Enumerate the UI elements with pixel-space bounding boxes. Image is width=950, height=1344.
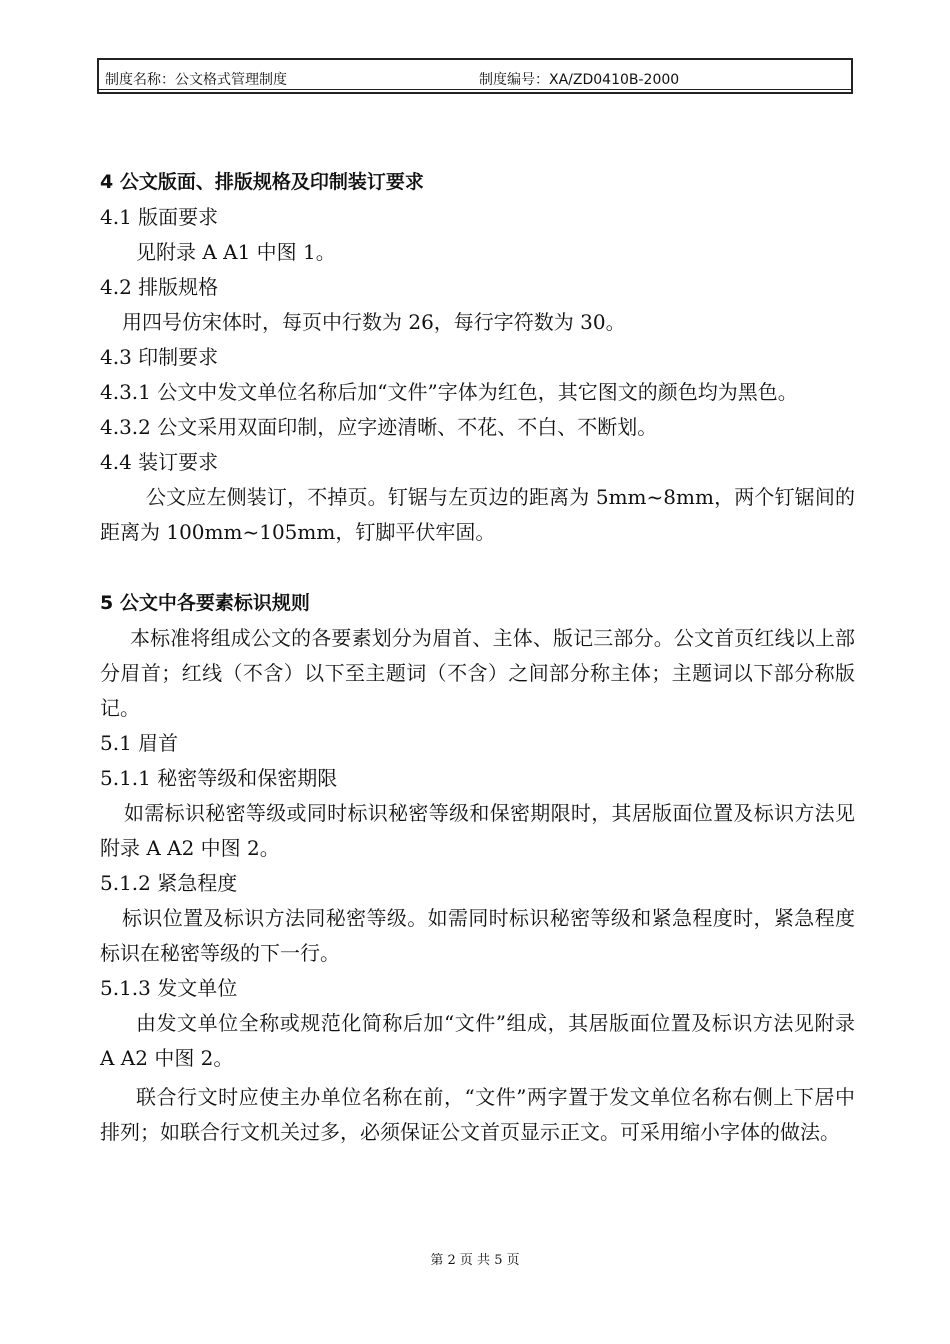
section-5-1-3-text-1: 由发文单位全称或规范化简称后加“文件”组成，其居版面位置及标识方法见附录 A A2 中图 2。 [100, 1011, 855, 1070]
page-number: 第 2 页 共 5 页 [430, 1253, 520, 1268]
document-header [97, 58, 853, 94]
section-4-1-text: 见附录 A A1 中图 1。 [136, 240, 336, 264]
section-4-4-text: 公文应左侧装订，不掉页。钉锯与左页边的距离为 5mm~8mm，两个钉锯间的距离为 100mm~105mm，钉脚平伏牢固。 [100, 485, 855, 544]
document-body [100, 165, 855, 1150]
section-4-2-heading: 4.2 排版规格 [100, 275, 219, 299]
section-5-1-2-text: 标识位置及标识方法同秘密等级。如需同时标识秘密等级和紧急程度时，紧急程度标识在秘密等级的下一行。 [100, 906, 855, 965]
section-4-4-heading: 4.4 装订要求 [100, 450, 219, 474]
regulation-code: 制度编号：XA/ZD0410B-2000 [479, 72, 680, 88]
section-5-heading: 5 公文中各要素标识规则 [100, 592, 310, 614]
section-4-heading: 4 公文版面、排版规格及印制装订要求 [100, 171, 424, 193]
section-5-1-1-heading: 5.1.1 秘密等级和保密期限 [100, 766, 338, 790]
section-5-1-heading: 5.1 眉首 [100, 731, 179, 755]
section-4-2-text: 用四号仿宋体时，每页中行数为 26，每行字符数为 30。 [122, 310, 626, 334]
section-5-1-3-text-2: 联合行文时应使主办单位名称在前，“文件”两字置于发文单位名称右侧上下居中排列；如联合行文机关过多，必须保证公文首页显示正文。可采用缩小字体的做法。 [100, 1085, 855, 1144]
section-5-1-2-heading: 5.1.2 紧急程度 [100, 871, 238, 895]
section-5-1-3-heading: 5.1.3 发文单位 [100, 976, 238, 1000]
section-5-1-1-text: 如需标识秘密等级或同时标识秘密等级和保密期限时，其居版面位置及标识方法见附录 A A2 中图 2。 [100, 801, 855, 860]
section-4-3-heading: 4.3 印制要求 [100, 345, 219, 369]
regulation-name: 制度名称：公文格式管理制度 [105, 72, 287, 88]
section-4-1-heading: 4.1 版面要求 [100, 205, 219, 229]
section-5-intro: 本标准将组成公文的各要素划分为眉首、主体、版记三部分。公文首页红线以上部分眉首；红线（不含）以下至主题词（不含）之间部分称主体；主题词以下部分称版记。 [100, 626, 855, 720]
section-4-3-1-text: 4.3.1 公文中发文单位名称后加“文件”字体为红色，其它图文的颜色均为黑色。 [100, 380, 798, 404]
section-4-3-2-text: 4.3.2 公文采用双面印制，应字迹清晰、不花、不白、不断划。 [100, 415, 658, 439]
